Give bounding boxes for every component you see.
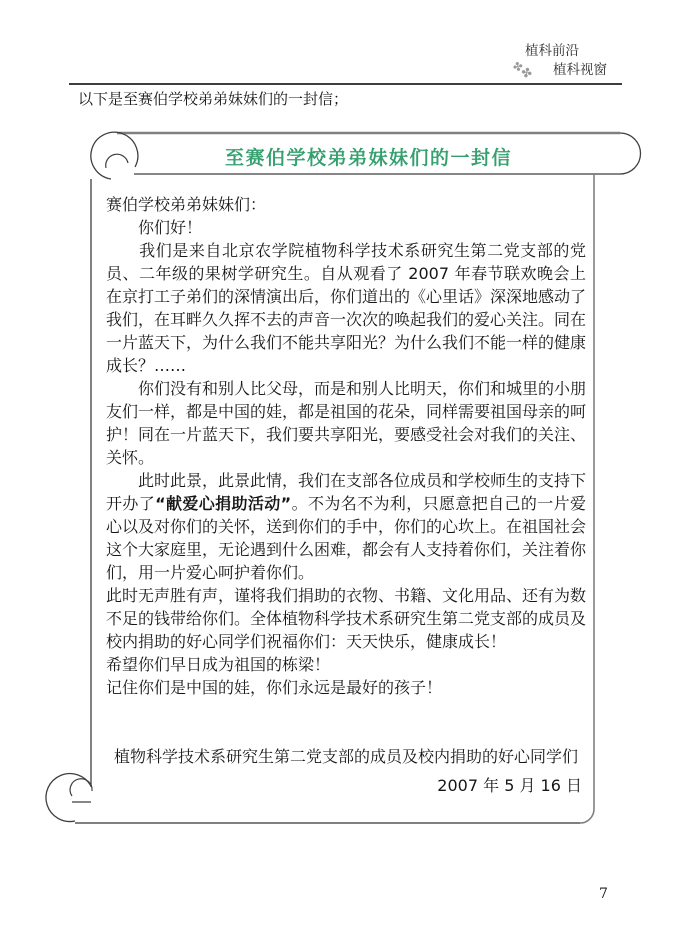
text-run: 我们是来自北京农学院植物科学技术系研究生第二党支部的党员、二年级的果树学研究生。自从观看了 2007 年春节联欢晚会上在京打工子弟们的深情演出后，你们道出的《心里话》深深地感动了我们，在耳畔久久挥不去的声音一次次的唤起我们的爱心关注。同在一片蓝天下，为什么我们不能共享阳光？为什么我们不能一样的健康成长？……: [106, 241, 587, 375]
scroll-capsule-end: [620, 133, 641, 174]
header-line-2: [513, 61, 607, 80]
date-line: 2007 年 5 月 16 日: [437, 776, 582, 795]
scroll-corner-arc: [580, 809, 594, 823]
text-run: 此时此景，此景此情，我们在支部各位成员和学校师生的支持下开办了: [106, 471, 587, 513]
letter-title: 至赛伯学校弟弟妹妹们的一封信: [224, 147, 512, 169]
letter-paragraph: [106, 239, 586, 377]
header-line-1: 植科前沿: [525, 43, 579, 59]
letter-paragraph: [106, 193, 586, 216]
text-run: 你们好！: [106, 218, 203, 237]
letter-paragraph: [106, 653, 586, 676]
letter-paragraph: [106, 676, 586, 699]
text-run: 此时无声胜有声，谨将我们捐助的衣物、书籍、文化用品、还有为数不足的钱带给你们。全体植物科学技术系研究生第二党支部的成员及校内捐助的好心同学们祝福你们：天天快乐，健康成长！: [106, 586, 587, 651]
star-flower-icon: ✤: [519, 65, 532, 82]
letter-paragraph: [106, 377, 586, 469]
signature-block: [106, 745, 586, 797]
text-run: 记住你们是中国的娃，你们永远是最好的孩子！: [106, 678, 443, 697]
star-flower-icon: ✤: [511, 59, 523, 75]
letter-paragraph: [106, 216, 586, 239]
header-rule: [69, 83, 622, 85]
letter-paragraph: [106, 469, 586, 584]
letter-paragraphs: [106, 193, 586, 699]
bold-phrase: “献爱心捐助活动”: [155, 494, 292, 513]
scroll-bottom-curl-outer: [46, 774, 91, 822]
text-run: 赛伯学校弟弟妹妹们：: [106, 195, 267, 214]
header-icons: [513, 61, 530, 80]
intro-text: 以下是至赛伯学校弟弟妹妹们的一封信；: [78, 90, 349, 108]
header-line-2-label: 植科视窗: [553, 62, 607, 78]
page-number: 7: [599, 886, 608, 902]
signature-line: 植物科学技术系研究生第二党支部的成员及校内捐助的好心同学们: [113, 747, 578, 766]
letter-body: [106, 193, 586, 797]
text-run: 希望你们早日成为祖国的栋梁！: [106, 655, 331, 674]
scroll-bottom-curl-inner: [70, 779, 92, 796]
page-header: [513, 42, 607, 80]
text-run: 。不为名不为利，只愿意把自己的一片爱心以及对你们的关怀，送到你们的手中，你们的心坎上。在祖国社会这个大家庭里，无论遇到什么困难，都会有人支持着你们，关注着你们，用一片爱心呵护着你们。: [106, 494, 587, 582]
text-run: 你们没有和别人比父母，而是和别人比明天，你们和城里的小朋友们一样，都是中国的娃，都是祖国的花朵，同样需要祖国母亲的呵护！同在一片蓝天下，我们要共享阳光，要感受社会对我们的关注、关怀。: [106, 379, 587, 467]
letter-paragraph: [106, 584, 586, 653]
